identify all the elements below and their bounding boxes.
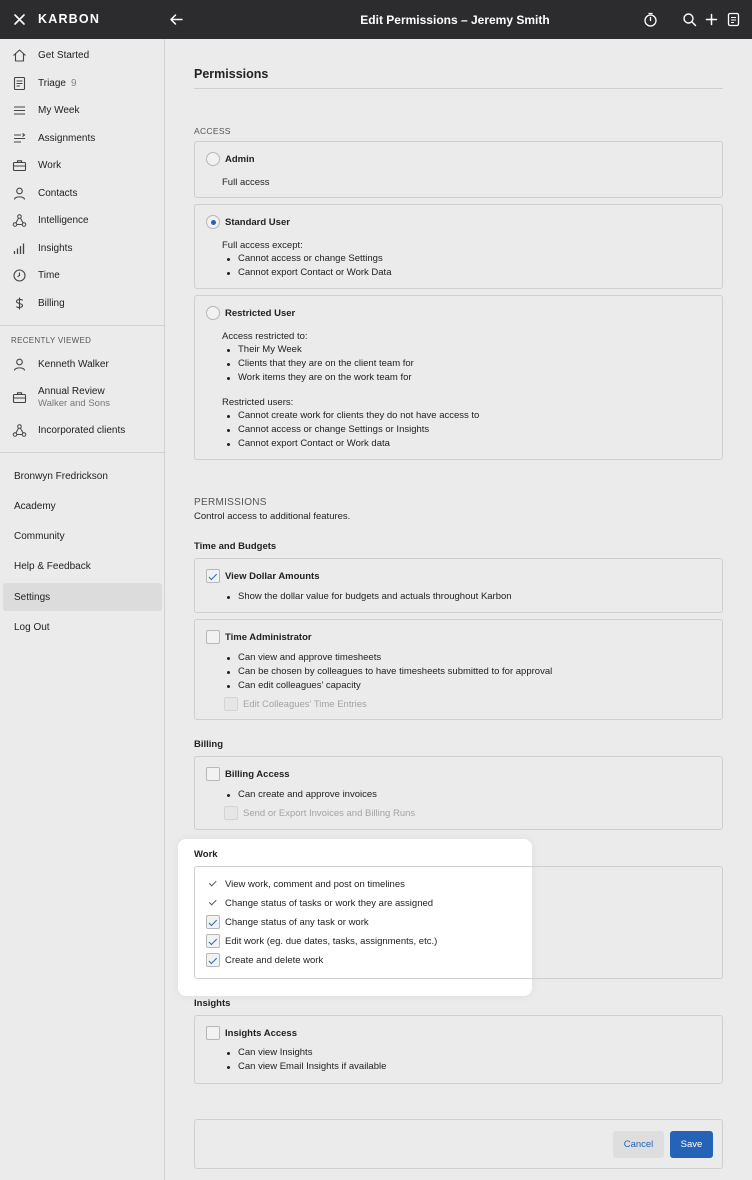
cancel-button[interactable]: Cancel bbox=[613, 1131, 664, 1158]
sidebar-item-assignments[interactable] bbox=[0, 127, 164, 151]
main-content bbox=[165, 39, 752, 1180]
bar-chart-icon bbox=[12, 241, 27, 256]
top-bar bbox=[0, 0, 752, 39]
option-bullet: Can create and approve invoices bbox=[222, 789, 377, 800]
option-bullet: Cannot export Contact or Work data bbox=[222, 438, 390, 449]
clock-icon bbox=[12, 268, 27, 283]
time-administrator-checkbox[interactable] bbox=[206, 630, 220, 644]
recent-item-label: Annual Review bbox=[38, 386, 105, 397]
option-bullet: Show the dollar value for budgets and actuals throughout Karbon bbox=[222, 591, 512, 602]
option-title: Admin bbox=[225, 154, 255, 165]
option-bullet: Cannot access or change Settings bbox=[222, 253, 383, 264]
restricted-user-radio[interactable] bbox=[206, 306, 220, 320]
insights-heading: Insights bbox=[194, 998, 231, 1009]
access-caption: ACCESS bbox=[194, 126, 231, 136]
option-bullet: Cannot export Contact or Work Data bbox=[222, 267, 391, 278]
sidebar-item-contacts[interactable] bbox=[0, 182, 164, 206]
view-dollar-amounts-card bbox=[194, 558, 723, 613]
access-option-standard-user[interactable] bbox=[194, 204, 723, 289]
billing-access-card bbox=[194, 756, 723, 830]
dollar-icon bbox=[12, 296, 27, 311]
sidebar-item-label: Insights bbox=[38, 243, 73, 254]
option-bullet: Clients that they are on the client team for bbox=[222, 358, 414, 369]
back-arrow-icon[interactable] bbox=[168, 11, 185, 28]
fixed-check-icon bbox=[206, 877, 220, 891]
sidebar-item-intelligence[interactable] bbox=[0, 209, 164, 233]
sidebar-item-my-week[interactable] bbox=[0, 99, 164, 123]
sidebar-item-label: Work bbox=[38, 160, 62, 171]
sidebar-item-label: Assignments bbox=[38, 133, 96, 144]
access-option-restricted-user[interactable] bbox=[194, 295, 723, 460]
work-permissions-card bbox=[194, 866, 723, 979]
time-budgets-heading: Time and Budgets bbox=[194, 541, 277, 552]
timer-icon[interactable] bbox=[642, 11, 659, 28]
option-title: Insights Access bbox=[225, 1028, 297, 1039]
assignments-icon bbox=[12, 131, 27, 146]
page-title: Permissions bbox=[194, 67, 269, 81]
sub-option-label: Edit Colleagues' Time Entries bbox=[243, 699, 367, 710]
sidebar bbox=[0, 39, 165, 1180]
recent-item-sublabel: Walker and Sons bbox=[38, 398, 110, 409]
sidebar-divider bbox=[0, 325, 164, 326]
recent-item-annual-review[interactable] bbox=[0, 381, 164, 415]
triage-icon bbox=[12, 76, 27, 91]
sidebar-item-label: Triage bbox=[38, 78, 66, 89]
billing-access-checkbox[interactable] bbox=[206, 767, 220, 781]
option-bullet: Can view and approve timesheets bbox=[222, 652, 381, 663]
work-permission-label: View work, comment and post on timelines bbox=[225, 879, 405, 890]
time-administrator-card bbox=[194, 619, 723, 720]
sidebar-item-log-out[interactable]: Log Out bbox=[14, 622, 50, 633]
standard-user-radio[interactable] bbox=[206, 215, 220, 229]
recent-item-kenneth-walker[interactable] bbox=[0, 353, 164, 377]
briefcase-icon bbox=[12, 390, 27, 405]
recent-item-incorporated-clients[interactable] bbox=[0, 419, 164, 443]
sub-option-label: Send or Export Invoices and Billing Runs bbox=[243, 808, 416, 819]
option-title: Standard User bbox=[225, 217, 290, 228]
permissions-caption: PERMISSIONS bbox=[194, 497, 267, 508]
sidebar-item-triage[interactable] bbox=[0, 72, 164, 96]
network-icon bbox=[12, 213, 27, 228]
option-title: Billing Access bbox=[225, 769, 290, 780]
recent-item-label: Incorporated clients bbox=[38, 425, 126, 436]
briefcase-icon bbox=[12, 158, 27, 173]
sidebar-item-label: Intelligence bbox=[38, 215, 89, 226]
option-bullet: Cannot create work for clients they do not have access to bbox=[222, 410, 479, 421]
admin-radio[interactable] bbox=[206, 152, 220, 166]
sidebar-item-label: Time bbox=[38, 270, 60, 281]
insights-access-card bbox=[194, 1015, 723, 1084]
option-intro: Full access bbox=[222, 177, 270, 188]
option-intro: Full access except: bbox=[222, 240, 303, 251]
sidebar-item-label: Contacts bbox=[38, 188, 78, 199]
person-icon bbox=[12, 186, 27, 201]
insights-access-checkbox[interactable] bbox=[206, 1026, 220, 1040]
option-intro: Access restricted to: bbox=[222, 331, 308, 342]
sidebar-item-label: My Week bbox=[38, 105, 80, 116]
sidebar-item-help-feedback[interactable]: Help & Feedback bbox=[14, 561, 91, 572]
work-permission-label: Change status of tasks or work they are assigned bbox=[225, 898, 434, 909]
person-icon bbox=[12, 357, 27, 372]
sidebar-item-insights[interactable] bbox=[0, 237, 164, 261]
option-bullet: Their My Week bbox=[222, 344, 302, 355]
window-title: Edit Permissions – Jeremy Smith bbox=[360, 13, 550, 27]
triage-count-badge: 9 bbox=[70, 78, 77, 89]
option-bullet: Can be chosen by colleagues to have timesheets submitted to for approval bbox=[222, 666, 552, 677]
sidebar-item-billing[interactable] bbox=[0, 292, 164, 316]
notes-icon[interactable] bbox=[725, 11, 742, 28]
form-footer bbox=[194, 1119, 723, 1169]
option-bullet: Cannot access or change Settings or Insights bbox=[222, 424, 429, 435]
title-divider bbox=[194, 88, 723, 89]
work-permission-label: Edit work (eg. due dates, tasks, assignments, etc.) bbox=[225, 936, 438, 947]
option-title: Time Administrator bbox=[225, 632, 312, 643]
option-title: Restricted User bbox=[225, 308, 296, 319]
edit-work-checkbox[interactable] bbox=[206, 934, 220, 948]
sidebar-item-label: Get Started bbox=[38, 50, 90, 61]
option-bullet: Can view Insights bbox=[222, 1047, 312, 1058]
house-icon bbox=[12, 48, 27, 63]
option-title: View Dollar Amounts bbox=[225, 571, 320, 582]
sidebar-item-academy[interactable]: Academy bbox=[14, 501, 56, 512]
work-permission-label: Create and delete work bbox=[225, 955, 324, 966]
save-button[interactable]: Save bbox=[670, 1131, 713, 1158]
recently-viewed-heading: RECENTLY VIEWED bbox=[11, 336, 92, 345]
sidebar-item-time[interactable] bbox=[0, 264, 164, 288]
option-bullet: Work items they are on the work team for bbox=[222, 372, 412, 383]
work-heading: Work bbox=[194, 849, 218, 860]
sidebar-item-work[interactable] bbox=[0, 154, 164, 178]
sidebar-item-label: Billing bbox=[38, 298, 65, 309]
recent-item-label: Kenneth Walker bbox=[38, 359, 109, 370]
fixed-check-icon bbox=[206, 896, 220, 910]
work-permission-label: Change status of any task or work bbox=[225, 917, 369, 928]
network-icon bbox=[12, 423, 27, 438]
option-bullet: Can view Email Insights if available bbox=[222, 1061, 386, 1072]
edit-colleagues-time-checkbox bbox=[224, 697, 238, 711]
sidebar-item-get-started[interactable] bbox=[0, 44, 164, 68]
change-status-any-checkbox[interactable] bbox=[206, 915, 220, 929]
sidebar-divider bbox=[0, 452, 164, 453]
permissions-description: Control access to additional features. bbox=[194, 511, 351, 522]
add-icon[interactable] bbox=[703, 11, 720, 28]
search-icon[interactable] bbox=[681, 11, 698, 28]
view-dollar-amounts-checkbox[interactable] bbox=[206, 569, 220, 583]
access-option-admin[interactable] bbox=[194, 141, 723, 198]
sidebar-item-settings[interactable]: Settings bbox=[3, 583, 162, 611]
close-icon[interactable] bbox=[11, 11, 28, 28]
sidebar-item-community[interactable]: Community bbox=[14, 531, 65, 542]
billing-heading: Billing bbox=[194, 739, 224, 750]
option-bullet: Can edit colleagues' capacity bbox=[222, 680, 361, 691]
send-export-invoices-checkbox bbox=[224, 806, 238, 820]
list-icon bbox=[12, 103, 27, 118]
create-delete-work-checkbox[interactable] bbox=[206, 953, 220, 967]
brand-logo: KARBON bbox=[38, 12, 101, 26]
sidebar-user-name[interactable]: Bronwyn Fredrickson bbox=[14, 471, 108, 482]
option-intro-2: Restricted users: bbox=[222, 397, 294, 408]
